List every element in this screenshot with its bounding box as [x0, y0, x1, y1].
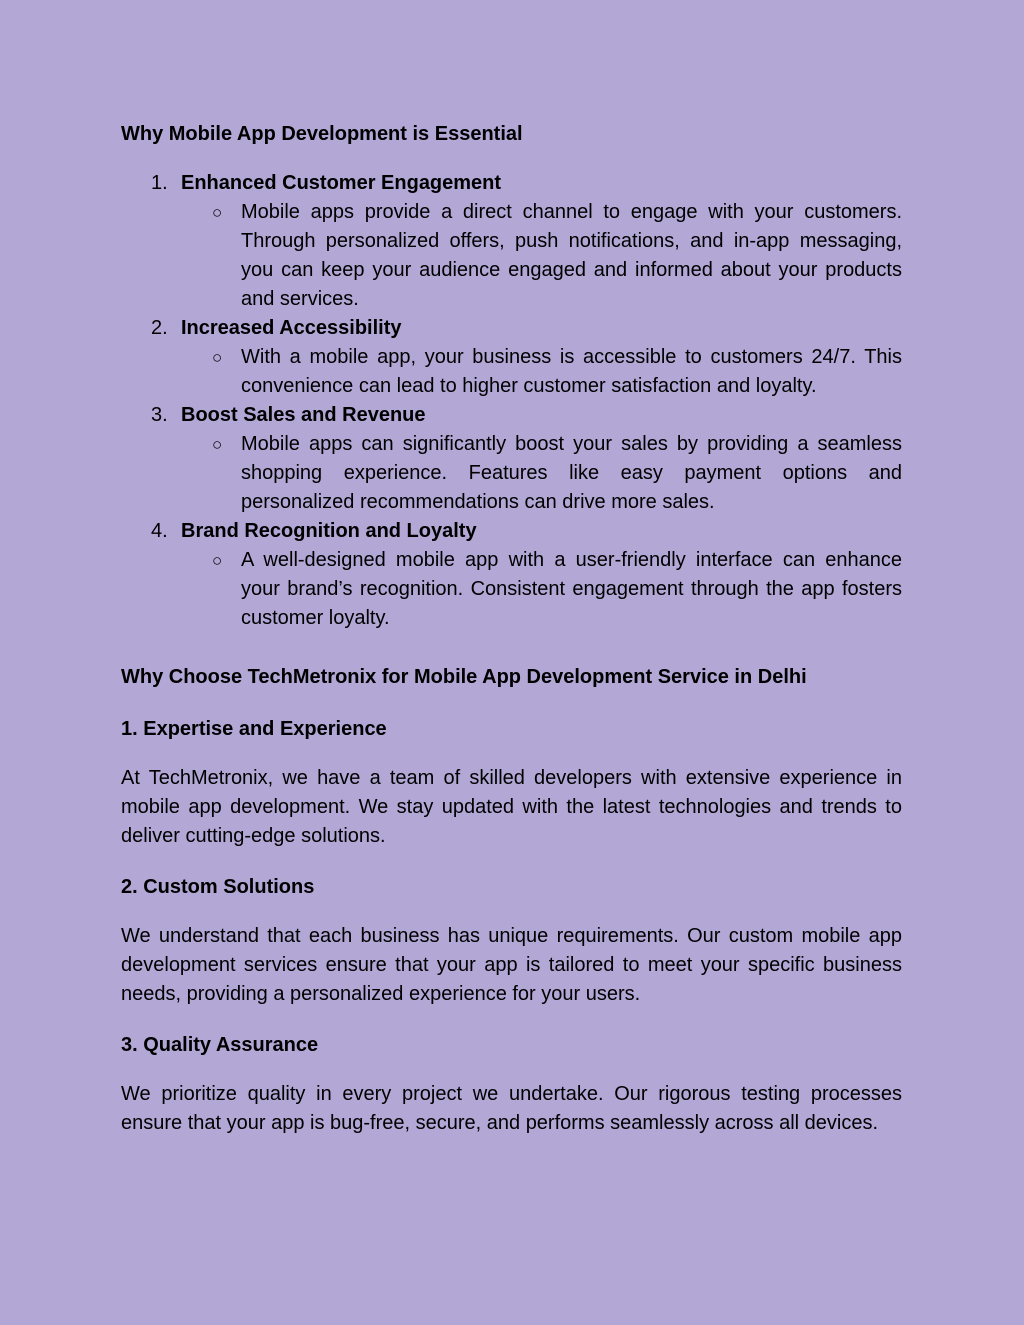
list-item-title: Increased Accessibility [181, 317, 402, 339]
list-item-text: With a mobile app, your business is accessible to customers 24/7. This convenience can lead to higher customer satisfaction and loyalty. [241, 346, 902, 397]
list-item-text: A well-designed mobile app with a user-friendly interface can enhance your brand’s recognition. Consistent engagement through the app fosters customer loyalty. [241, 549, 902, 629]
circle-bullet-icon: ○ [212, 348, 223, 367]
list-item-text: Mobile apps can significantly boost your sales by providing a seamless shopping experience. Features like easy payment options and personalized recommendations can drive more sales. [241, 433, 902, 513]
sub-heading-expertise: 1. Expertise and Experience [121, 718, 387, 740]
benefits-list [121, 169, 902, 633]
section-heading-why-essential: Why Mobile App Development is Essential [121, 123, 523, 145]
circle-bullet-icon: ○ [212, 435, 223, 454]
list-item-body [181, 343, 902, 401]
list-item [121, 517, 902, 633]
list-number: 4. [151, 520, 168, 542]
circle-bullet-icon: ○ [212, 203, 223, 222]
paragraph-quality-assurance: We prioritize quality in every project we undertake. Our rigorous testing processes ensure that your app is bug-free, secure, and performs seamlessly across all devices. [121, 1083, 902, 1134]
sub-heading-quality-assurance: 3. Quality Assurance [121, 1034, 319, 1056]
list-number: 1. [151, 172, 168, 194]
list-number: 3. [151, 404, 168, 426]
list-item [121, 314, 902, 401]
list-item-text: Mobile apps provide a direct channel to engage with your customers. Through personalized offers, push notifications, and in-app messaging, you can keep your audience engaged and informed about your products and services. [241, 201, 902, 310]
list-item-body [181, 546, 902, 633]
document-page [121, 120, 902, 1138]
list-item-body [181, 430, 902, 517]
circle-bullet-icon: ○ [212, 551, 223, 570]
list-item [121, 401, 902, 517]
list-item [121, 169, 902, 314]
list-item-title: Enhanced Customer Engagement [181, 172, 502, 194]
section-heading-why-choose: Why Choose TechMetronix for Mobile App Development Service in Delhi [121, 666, 807, 688]
list-number: 2. [151, 317, 168, 339]
list-item-title: Boost Sales and Revenue [181, 404, 426, 426]
list-item-title: Brand Recognition and Loyalty [181, 520, 477, 542]
list-item-body [181, 198, 902, 314]
paragraph-expertise: At TechMetronix, we have a team of skilled developers with extensive experience in mobile app development. We stay updated with the latest technologies and trends to deliver cutting-edge solutions. [121, 767, 902, 847]
sub-heading-custom-solutions: 2. Custom Solutions [121, 876, 315, 898]
paragraph-custom-solutions: We understand that each business has unique requirements. Our custom mobile app development services ensure that your app is tailored to meet your specific business needs, providing a personalized experience for your users. [121, 925, 902, 1005]
